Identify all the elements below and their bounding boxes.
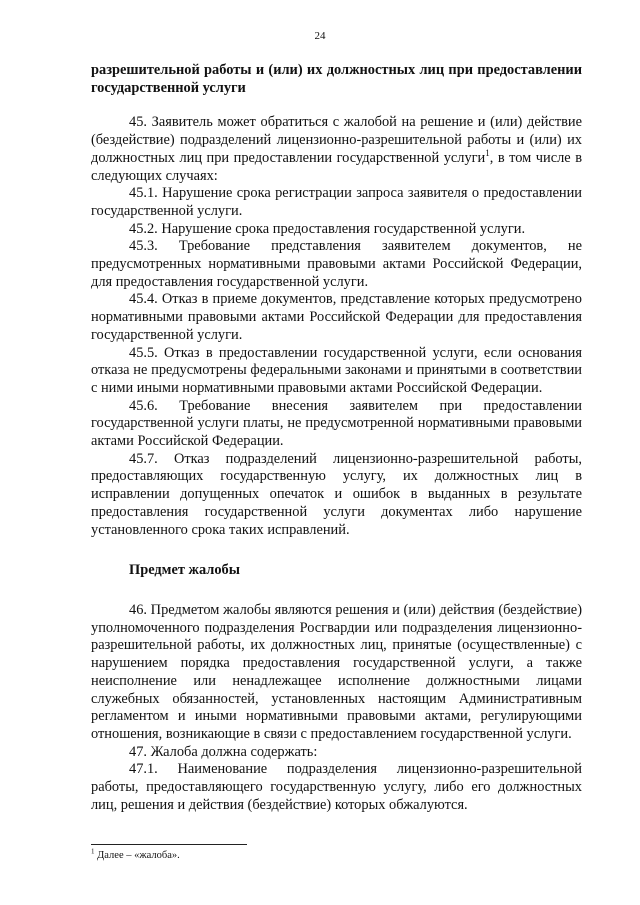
- page-content: [91, 62, 582, 814]
- paragraph-45-5: 45.5. Отказ в предоставлении государственной услуги, если основания отказа не предусмотрены федеральными законами и принятыми в соответствии с ними иными нормативными правовыми актами Российской Федерации.: [91, 344, 582, 396]
- footnote-divider: [91, 844, 247, 845]
- paragraph-45-2: 45.2. Нарушение срока предоставления государственной услуги.: [129, 220, 526, 237]
- footnote: [91, 847, 180, 861]
- page-number: 24: [314, 30, 326, 42]
- paragraph-47: 47. Жалоба должна содержать:: [129, 743, 318, 760]
- spacer: [91, 97, 582, 114]
- paragraph-45-3: 45.3. Требование представления заявителем документов, не предусмотренных нормативными правовыми актами Российской Федерации, для предоставления государственной услуги.: [91, 238, 582, 290]
- paragraph-46: 46. Предметом жалобы являются решения и (или) действия (бездействие) уполномоченного подразделения Росгвардии или подразделения лицензионно-разрешительной работы, их должностных лиц, принятые (осуществленные) с нарушением порядка предоставления государственной услуги, а также неисполнение или ненадлежащее исполнение должностными лицами служебных обязанностей, установленных настоящим Административным регламентом и иными нормативными правовыми актами, регулирующими отношения, возникающие в связи с предоставлением государственной услуги.: [91, 601, 582, 742]
- paragraph-45-7: 45.7. Отказ подразделений лицензионно-разрешительной работы, предоставляющих государственную услугу, их должностных лиц в исправлении допущенных опечаток и ошибок в выданных в результате предоставления государственной услуги документах либо нарушение установленного срока таких исправлений.: [91, 450, 582, 538]
- paragraph-47-1: 47.1. Наименование подразделения лицензионно-разрешительной работы, предоставляющего государственную услугу, либо его должностных лиц, решения и действия (бездействие) которых обжалуются.: [91, 761, 582, 813]
- paragraph-45-text: 45. Заявитель может обратиться с жалобой на решение и (или) действие (бездействие) подразделений лицензионно-разрешительной работы и (или) их должностных лиц при предоставлении государственной услуги: [91, 114, 582, 166]
- spacer: [91, 539, 582, 562]
- paragraph-45-4: 45.4. Отказ в приеме документов, представление которых предусмотрено нормативными правовыми актами Российской Федерации для предоставления государственной услуги.: [91, 291, 582, 343]
- footnote-text: Далее – «жалоба».: [94, 850, 180, 861]
- subject-heading: Предмет жалобы: [129, 562, 240, 579]
- paragraph-45: [91, 114, 582, 185]
- section-heading-continued: разрешительной работы и (или) их должностных лиц при предоставлении государственной услуги: [91, 62, 582, 96]
- footnote-reference: 1: [485, 148, 490, 159]
- paragraph-45-text-end: , в том числе в следующих случаях:: [91, 149, 582, 184]
- paragraph-45-1: 45.1. Нарушение срока регистрации запроса заявителя о предоставлении государственной услуги.: [91, 185, 582, 219]
- footnote-mark: 1: [91, 847, 95, 856]
- paragraph-45-6: 45.6. Требование внесения заявителем при предоставлении государственной услуги платы, не предусмотренной нормативными правовыми актами Российской Федерации.: [91, 397, 582, 450]
- spacer: [91, 580, 582, 602]
